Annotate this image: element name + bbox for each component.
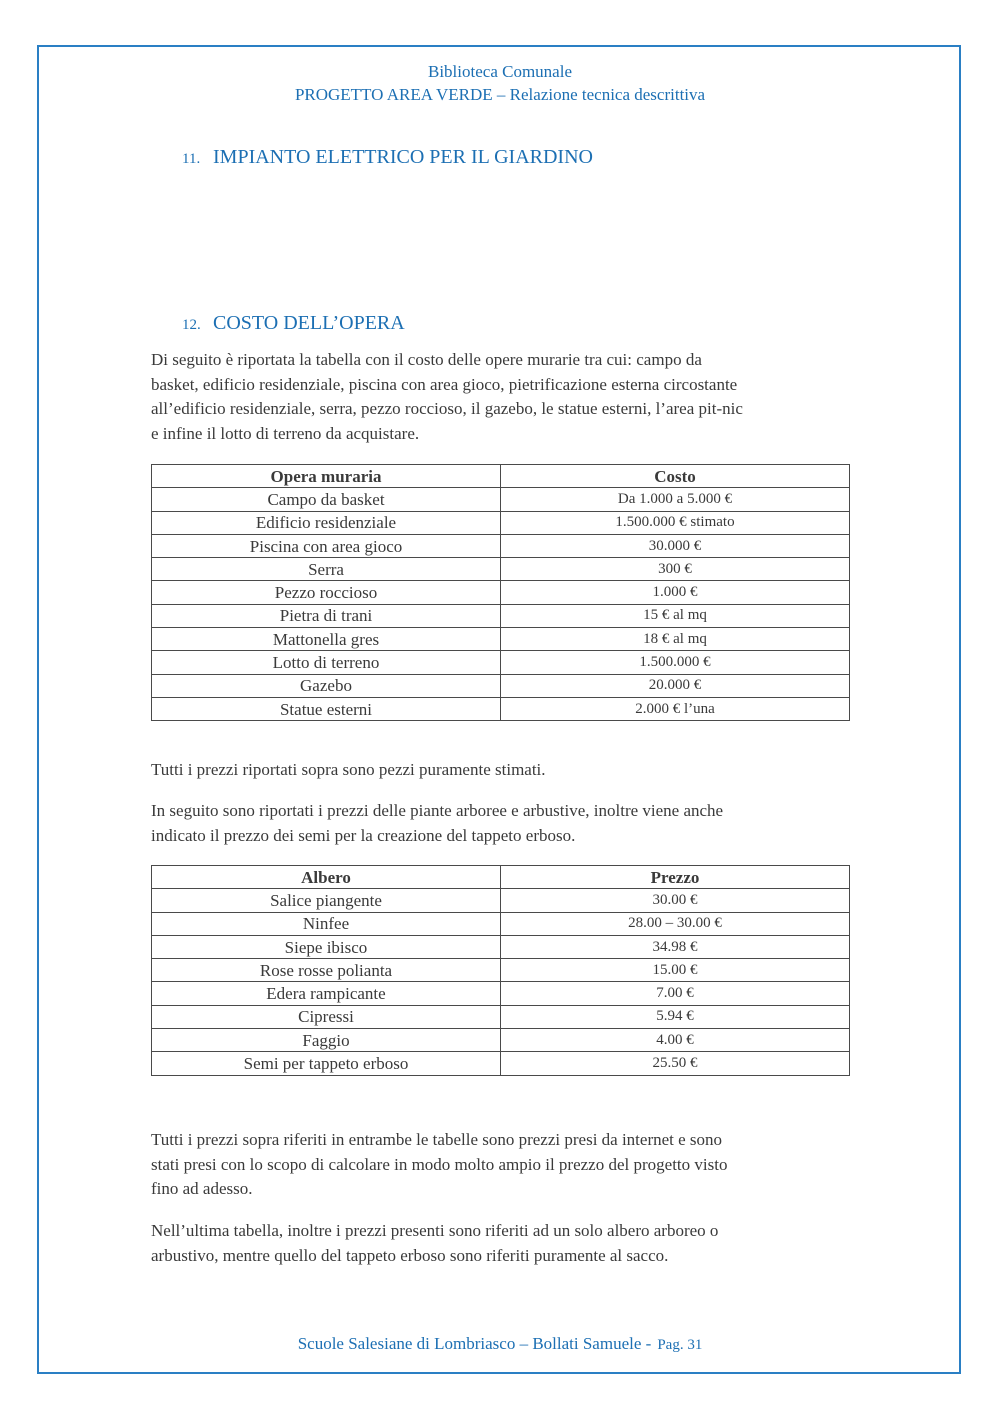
note-line: Tutti i prezzi riportati sopra sono pezzi puramente stimati. bbox=[151, 760, 546, 779]
table-row bbox=[152, 488, 850, 511]
table-cell: 300 € bbox=[501, 558, 850, 581]
table-cell: Semi per tappeto erboso bbox=[152, 1052, 501, 1075]
table-cell: Da 1.000 a 5.000 € bbox=[501, 488, 850, 511]
intro-line: e infine il lotto di terreno da acquistare. bbox=[151, 423, 420, 443]
table-cell: 1.500.000 € bbox=[501, 651, 850, 674]
intro2-line: In seguito sono riportati i prezzi delle piante arboree e arbustive, inoltre viene anche bbox=[151, 801, 724, 820]
closing2-line: Nell’ultima tabella, inoltre i prezzi presenti sono riferiti ad un solo albero arboreo o bbox=[151, 1221, 719, 1240]
table-cell: 4.00 € bbox=[501, 1029, 850, 1052]
table-cell: Edera rampicante bbox=[152, 982, 501, 1005]
table-header-row bbox=[152, 866, 850, 889]
table-cell: Mattonella gres bbox=[152, 628, 501, 651]
table-cell: 34.98 € bbox=[501, 935, 850, 958]
table-cell: Salice piangente bbox=[152, 889, 501, 912]
closing1-line: Tutti i prezzi sopra riferiti in entrambe le tabelle sono prezzi presi da internet e sono bbox=[151, 1130, 723, 1149]
table-cell: Pezzo roccioso bbox=[152, 581, 501, 604]
table-cell: Piscina con area gioco bbox=[152, 534, 501, 557]
page-number: Pag. 31 bbox=[657, 1337, 703, 1353]
table-cell: 25.50 € bbox=[501, 1052, 850, 1075]
table-cell: 30.000 € bbox=[501, 534, 850, 557]
table-row bbox=[152, 604, 850, 627]
table-cell: Campo da basket bbox=[152, 488, 501, 511]
table-cell: Serra bbox=[152, 558, 501, 581]
table-row bbox=[152, 534, 850, 557]
table-row bbox=[152, 1029, 850, 1052]
table-header-row bbox=[152, 465, 850, 488]
closing2-line: arbustivo, mentre quello del tappeto erboso sono riferiti puramente al sacco. bbox=[151, 1245, 669, 1265]
table-cell: 5.94 € bbox=[501, 1005, 850, 1028]
note-paragraph bbox=[151, 758, 851, 783]
table-cell: 15 € al mq bbox=[501, 604, 850, 627]
table-cell: Edificio residenziale bbox=[152, 511, 501, 534]
table-cell: Gazebo bbox=[152, 674, 501, 697]
intro-line: basket, edificio residenziale, piscina con area gioco, pietrificazione esterna circostante bbox=[151, 374, 738, 394]
closing1-line: stati presi con lo scopo di calcolare in modo molto ampio il prezzo del progetto visto bbox=[151, 1154, 728, 1174]
table-cell: Faggio bbox=[152, 1029, 501, 1052]
section-11-heading bbox=[182, 146, 593, 169]
table-cell: 28.00 – 30.00 € bbox=[501, 912, 850, 935]
table-cell: 30.00 € bbox=[501, 889, 850, 912]
column-header: Prezzo bbox=[501, 866, 850, 889]
intro-paragraph bbox=[151, 348, 851, 446]
table-row bbox=[152, 935, 850, 958]
header-title: Biblioteca Comunale bbox=[428, 62, 572, 81]
intro2-paragraph bbox=[151, 799, 851, 848]
table-cell: 18 € al mq bbox=[501, 628, 850, 651]
table-cell: 15.00 € bbox=[501, 959, 850, 982]
table-row bbox=[152, 651, 850, 674]
closing1-line: fino ad adesso. bbox=[151, 1179, 253, 1198]
table-cell: Rose rosse polianta bbox=[152, 959, 501, 982]
table-cell: 2.000 € l’una bbox=[501, 697, 850, 720]
intro-line: all’edificio residenziale, serra, pezzo roccioso, il gazebo, le statue esterni, l’area pit-nic bbox=[151, 399, 743, 418]
column-header: Opera muraria bbox=[152, 465, 501, 488]
table-row bbox=[152, 912, 850, 935]
table-cell: 1.500.000 € stimato bbox=[501, 511, 850, 534]
section-12-number: 12. bbox=[182, 317, 201, 333]
intro-line: Di seguito è riportata la tabella con il costo delle opere murarie tra cui: campo da bbox=[151, 350, 702, 369]
closing1-paragraph bbox=[151, 1128, 851, 1202]
table-row bbox=[152, 628, 850, 651]
table-cell: Siepe ibisco bbox=[152, 935, 501, 958]
column-header: Costo bbox=[501, 465, 850, 488]
page-footer bbox=[0, 1334, 1000, 1354]
column-header: Albero bbox=[152, 866, 501, 889]
table-cell: 7.00 € bbox=[501, 982, 850, 1005]
table-row bbox=[152, 1052, 850, 1075]
table-row bbox=[152, 1005, 850, 1028]
section-12-heading bbox=[182, 312, 405, 335]
price-table bbox=[151, 865, 850, 1076]
table-row bbox=[152, 674, 850, 697]
table-row bbox=[152, 959, 850, 982]
table-row bbox=[152, 982, 850, 1005]
section-11-number: 11. bbox=[182, 151, 201, 167]
table-row bbox=[152, 581, 850, 604]
cost-table bbox=[151, 464, 850, 721]
table-cell: 1.000 € bbox=[501, 581, 850, 604]
table-row bbox=[152, 511, 850, 534]
table-cell: Statue esterni bbox=[152, 697, 501, 720]
table-row bbox=[152, 697, 850, 720]
table-cell: Ninfee bbox=[152, 912, 501, 935]
section-11-title: IMPIANTO ELETTRICO PER IL GIARDINO bbox=[213, 146, 593, 168]
table-cell: Lotto di terreno bbox=[152, 651, 501, 674]
table-cell: 20.000 € bbox=[501, 674, 850, 697]
table-row bbox=[152, 558, 850, 581]
header-subtitle: PROGETTO AREA VERDE – Relazione tecnica descrittiva bbox=[294, 85, 706, 104]
footer-text: Scuole Salesiane di Lombriasco – Bollati Samuele - bbox=[297, 1334, 652, 1353]
table-row bbox=[152, 889, 850, 912]
closing2-paragraph bbox=[151, 1219, 851, 1268]
table-cell: Cipressi bbox=[152, 1005, 501, 1028]
section-12-title: COSTO DELL’OPERA bbox=[213, 312, 405, 334]
intro2-line: indicato il prezzo dei semi per la creazione del tappeto erboso. bbox=[151, 825, 576, 845]
table-cell: Pietra di trani bbox=[152, 604, 501, 627]
